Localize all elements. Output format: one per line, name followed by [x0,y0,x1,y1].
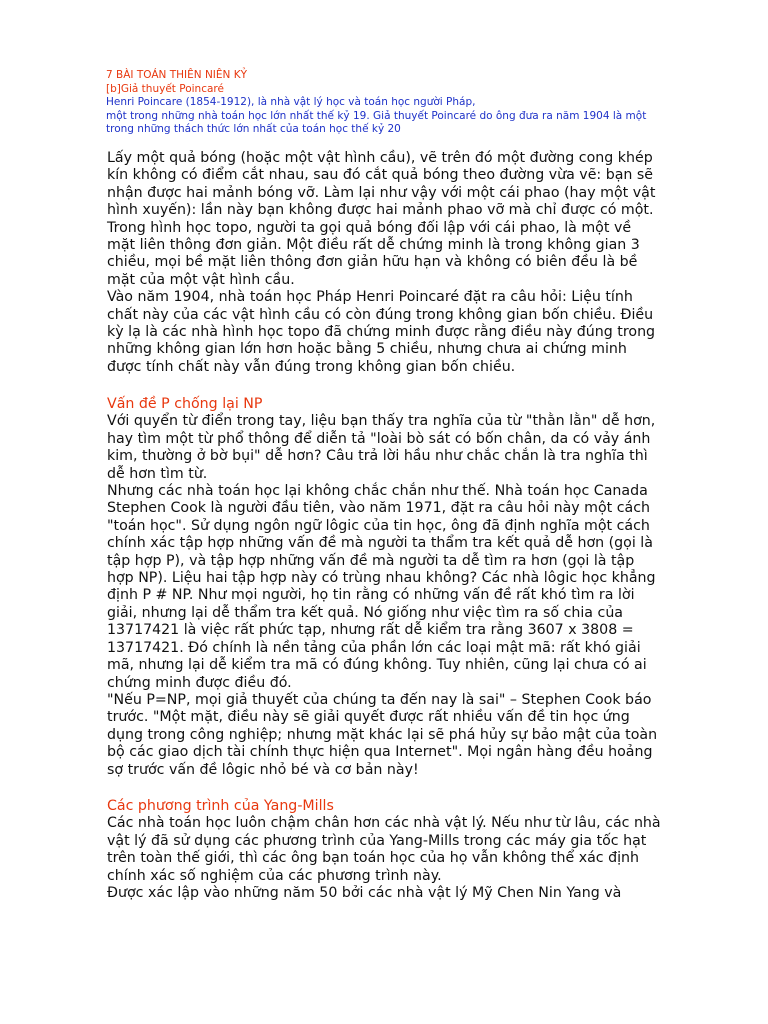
text-line: Nhưng các nhà toán học lại không chắc chắn như thế. Nhà toán học Canada [107,483,648,500]
document-header [106,69,706,137]
document-subtitle: [b]Giả thuyết Poincaré [106,82,224,95]
section-heading: Vấn đề P chống lại NP [107,396,263,412]
text-line: hợp NP). Liệu hai tập hợp này có trùng nhau không? Các nhà lôgic học khẳng [107,570,656,587]
header-line: Henri Poincare (1854-1912), là nhà vật lý học và toán học người Pháp, [106,96,476,109]
text-line: Với quyển từ điển trong tay, liệu bạn thấy tra nghĩa của từ "thằn lằn" dễ hơn, [107,413,656,430]
paragraph [107,150,687,289]
text-line: hay tìm một từ phổ thông để diễn tả "loài bò sát có bốn chân, da có vảy ánh [107,430,651,447]
text-line: "Nếu P=NP, mọi giả thuyết của chúng ta đến nay là sai" – Stephen Cook báo [107,691,652,708]
text-line: chất này của các vật hình cầu có còn đúng trong không gian bốn chiều. Điều [107,306,654,323]
section-p-vs-np [107,396,687,779]
paragraph [107,413,687,483]
section-poincare [107,150,687,376]
text-line: nhận được hai mảnh bóng vỡ. Làm lại như vậy với một cái phao (hay một vật [107,184,656,201]
text-line: được tính chất này vẫn đúng trong không gian bốn chiều. [107,358,516,375]
text-line: chứng minh được điều đó. [107,674,292,691]
text-line: giải, nhưng lại dễ thẩm tra kết quả. Nó giống như việc tìm ra số chia của [107,604,624,621]
text-line: 13717421 là việc rất phức tạp, nhưng rất dễ kiểm tra rằng 3607 x 3808 = [107,622,634,639]
text-line: vật lý đã sử dụng các phương trình của Yang-Mills trong các máy gia tốc hạt [107,832,647,849]
text-line: trên toàn thế giới, thì các ông bạn toán học của họ vẫn không thể xác định [107,850,640,867]
paragraph [107,885,687,902]
paragraph [107,815,687,885]
text-line: Stephen Cook là người đầu tiên, vào năm 1971, đặt ra câu hỏi này một cách [107,500,651,517]
document-title: 7 BÀI TOÁN THIÊN NIÊN KỶ [106,69,248,81]
text-line: sợ trước vấn đề lôgic nhỏ bé và cơ bản này! [107,761,419,778]
text-line: mặt liên thông đơn giản. Một điều rất dễ chứng minh là trong không gian 3 [107,237,640,254]
text-line: Các nhà toán học luôn chậm chân hơn các nhà vật lý. Nếu như từ lâu, các nhà [107,815,661,832]
paragraph [107,692,687,779]
paragraph [107,483,687,692]
text-line: 13717421. Đó chính là nền tảng của phần lớn các loại mật mã: rất khó giải [107,639,641,656]
text-line: những không gian lớn hơn hoặc bằng 5 chiều, nhưng chưa ai chứng minh [107,341,627,358]
text-line: dụng trong công nghiệp; nhưng mặt khác lại sẽ phá hủy sự bảo mật của toàn [107,726,658,743]
text-line: Vào năm 1904, nhà toán học Pháp Henri Poincaré đặt ra câu hỏi: Liệu tính [107,289,633,306]
text-line: Trong hình học topo, người ta gọi quả bóng đối lập với cái phao, là một về [107,219,632,236]
paragraph [107,289,687,376]
text-line: kỳ lạ là các nhà hình học topo đã chứng minh được rằng điều này đúng trong [107,324,656,341]
text-line: hình xuyến): lần này bạn không được hai mảnh phao vỡ mà chỉ được có một. [107,202,654,219]
text-line: kín không có điểm cắt nhau, sau đó cắt quả bóng theo đường vừa vẽ: bạn sẽ [107,167,654,184]
section-heading: Các phương trình của Yang-Mills [107,798,334,814]
text-line: bộ các giao dịch tài chính thực hiện qua Internet". Mọi ngân hàng đều hoảng [107,744,653,761]
text-line: trước. "Một mặt, điều này sẽ giải quyết được rất nhiều vấn đề tin học ứng [107,709,630,726]
section-yang-mills [107,798,687,902]
text-line: mặt của một vật hình cầu. [107,271,295,288]
text-line: dễ hơn tìm từ. [107,465,208,482]
text-line: định P # NP. Như mọi người, họ tin rằng có những vấn đề rất khó tìm ra lời [107,587,635,604]
text-line: "toán học". Sử dụng ngôn ngữ lôgic của tin học, ông đã định nghĩa một cách [107,517,650,534]
text-line: chiều, mọi bề mặt liên thông đơn giản hữu hạn và không có biên đều là bề [107,254,638,271]
text-line: mã, nhưng lại dễ kiểm tra mã có đúng không. Tuy nhiên, cũng lại chưa có ai [107,657,647,674]
text-line: chính xác số nghiệm của các phương trình này. [107,867,442,884]
text-line: kim, thường ở bờ bụi" dễ hơn? Câu trả lời hầu như chắc chắn là tra nghĩa thì [107,448,648,465]
text-line: chính xác tập hợp những vấn đề mà người ta thẩm tra kết quả dễ hơn (gọi là [107,535,653,552]
text-line: tập hợp P), và tập hợp những vấn đề mà người ta dễ tìm ra hơn (gọi là tập [107,552,635,569]
text-line: Lấy một quả bóng (hoặc một vật hình cầu), vẽ trên đó một đường cong khép [107,150,653,166]
header-line: một trong những nhà toán học lớn nhất thế kỷ 19. Giả thuyết Poincaré do ông đưa ra năm 1904 là một [106,109,647,122]
text-line: Được xác lập vào những năm 50 bởi các nhà vật lý Mỹ Chen Nin Yang và [107,885,622,902]
header-line: trong những thách thức lớn nhất của toán học thế kỷ 20 [106,123,401,136]
